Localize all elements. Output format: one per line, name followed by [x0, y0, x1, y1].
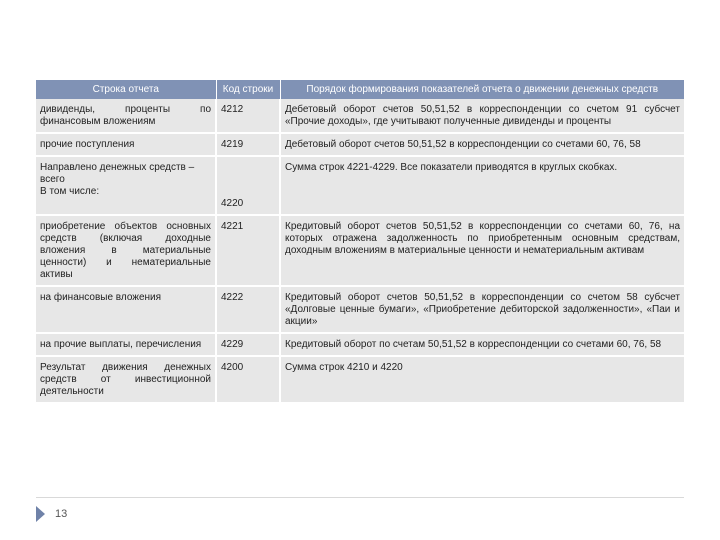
footer-divider [36, 497, 684, 498]
row-name-total: Направлено денежных средств – всего [40, 162, 195, 185]
row-code: 4229 [216, 333, 280, 356]
row-code: 4219 [216, 133, 280, 156]
row-name-including: В том числе: [40, 186, 100, 197]
row-name: Результат движения денежных средств от инвестиционной деятельности [36, 356, 216, 403]
row-name: на прочие выплаты, перечисления [36, 333, 216, 356]
header-report-line: Строка отчета [36, 80, 216, 99]
row-name: дивиденды, проценты по финансовым вложениям [36, 99, 216, 133]
header-line-code: Код строки [216, 80, 280, 99]
row-method: Кредитовый оборот по счетам 50,51,52 в корреспонденции со счетами 60, 76, 58 [280, 333, 684, 356]
table-row [36, 356, 684, 403]
table-row [36, 156, 684, 215]
row-method: Сумма строк 4210 и 4220 [280, 356, 684, 403]
row-method: Дебетовый оборот счетов 50,51,52 в корреспонденции со счетами 60, 76, 58 [280, 133, 684, 156]
row-method: Сумма строк 4221-4229. Все показатели приводятся в круглых скобках. [280, 156, 684, 215]
play-arrow-icon [36, 506, 45, 522]
row-method: Кредитовый оборот счетов 50,51,52 в корреспонденции со счетами 60, 76, на которых отражена задолженность по приобретенным основным средствам, доходным вложениям в материальные ценности и нематериальным активам [280, 215, 684, 286]
table-row [36, 133, 684, 156]
row-name: на финансовые вложения [36, 286, 216, 333]
row-code: 4200 [216, 356, 280, 403]
table-row [36, 99, 684, 133]
cash-flow-report-table [36, 80, 684, 404]
table-header-row [36, 80, 684, 99]
row-method: Кредитовый оборот счетов 50,51,52 в корреспонденции со счетом 58 субсчет «Долговые ценные бумаги», «Приобретение дебиторской задолженности», «Паи и акции» [280, 286, 684, 333]
row-code [216, 156, 280, 215]
row-name: прочие поступления [36, 133, 216, 156]
header-formation-method: Порядок формирования показателей отчета о движении денежных средств [280, 80, 684, 99]
table-row [36, 215, 684, 286]
row-code-value: 4220 [221, 198, 244, 209]
slide-footer [36, 506, 67, 522]
row-code: 4222 [216, 286, 280, 333]
row-method: Дебетовый оборот счетов 50,51,52 в корреспонденции со счетом 91 субсчет «Прочие доходы», где учитывают полученные дивиденды и проценты [280, 99, 684, 133]
row-code: 4221 [216, 215, 280, 286]
row-name: приобретение объектов основных средств (включая доходные вложения в материальные ценности) и нематериальные активы [36, 215, 216, 286]
table-row [36, 286, 684, 333]
row-code: 4212 [216, 99, 280, 133]
row-name [36, 156, 216, 215]
page-number: 13 [55, 508, 68, 520]
table-row [36, 333, 684, 356]
